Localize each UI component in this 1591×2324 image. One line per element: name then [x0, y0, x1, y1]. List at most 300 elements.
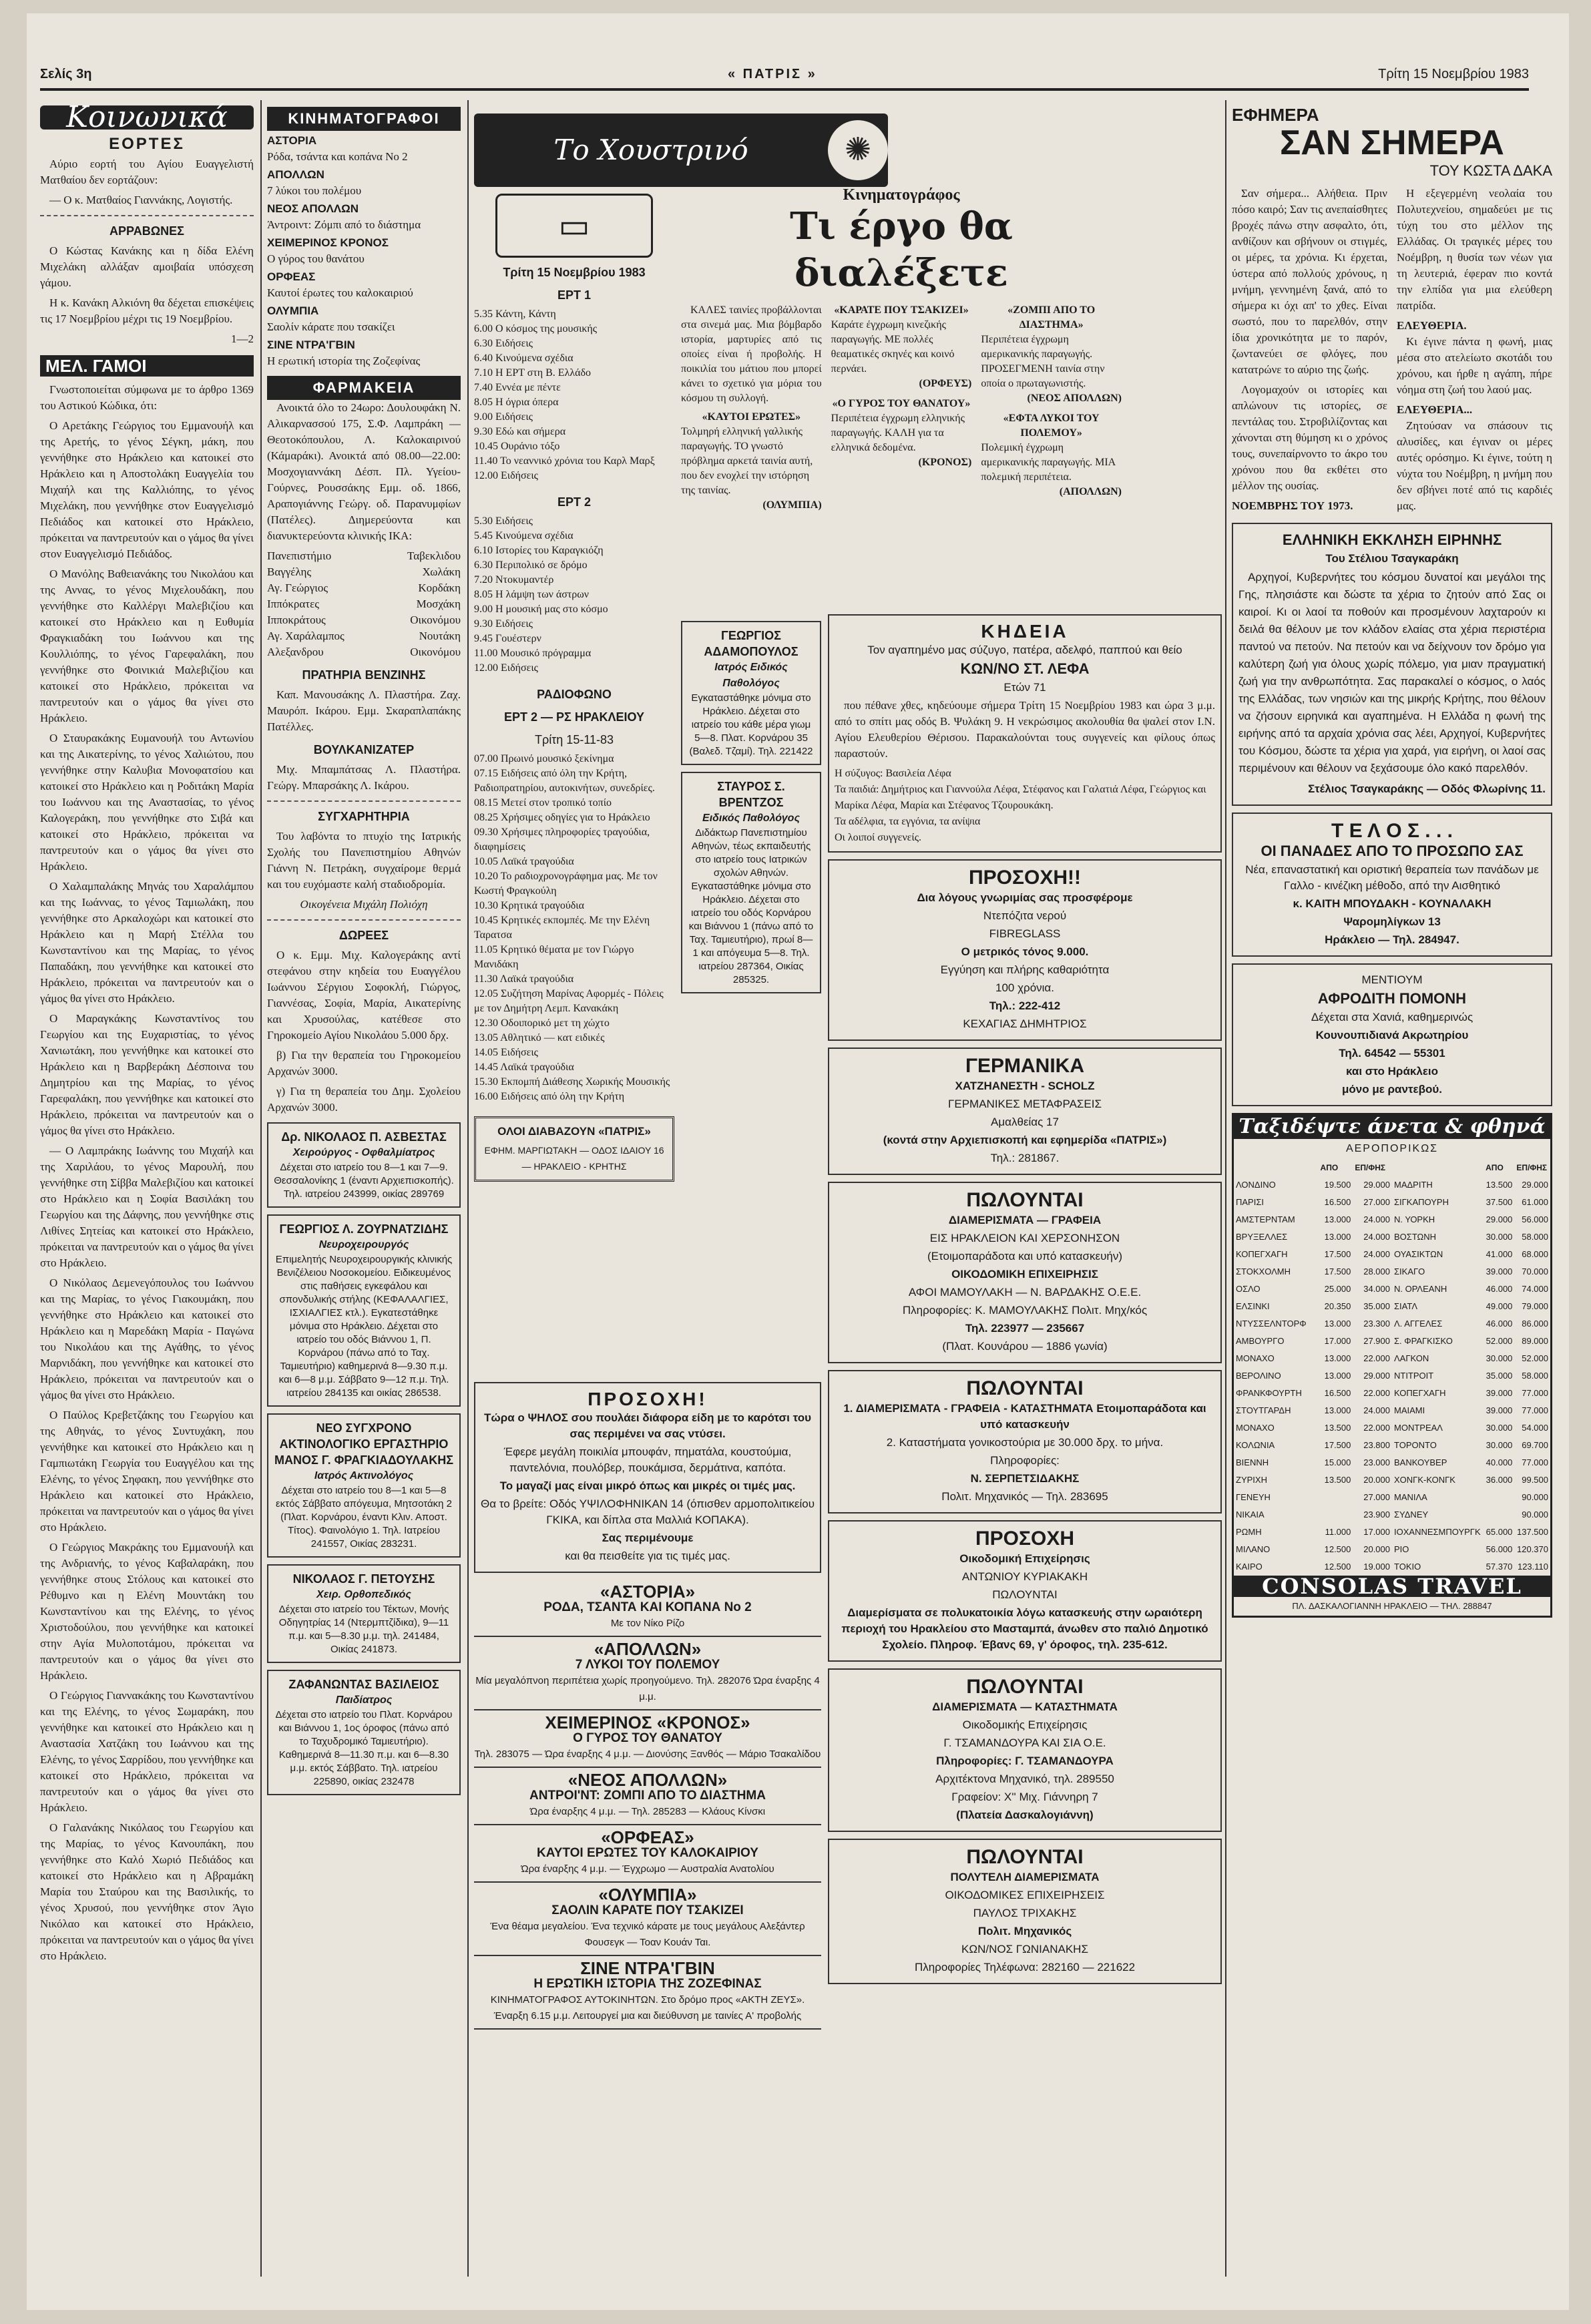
beauty-tel: Ηράκλειο — Τηλ. 284947.: [1325, 933, 1459, 946]
rate-destination: ΟΥΑΣΙΚΤΩΝ: [1394, 1249, 1443, 1259]
rate-row: [1392, 1489, 1550, 1506]
radio-program: 13.05 Αθλητικό — κατ ειδικές: [474, 1032, 605, 1043]
rate-destination: ΡΩΜΗ: [1236, 1527, 1262, 1537]
gifts-title: ΔΩΡΕΕΣ: [338, 929, 389, 942]
attention-and-cinemas: [474, 1375, 821, 2283]
gifts-text: Ο κ. Εμμ. Μιχ. Καλογεράκης αντί στεφάνου στην κηδεία του Ευαγγέλου Ιωάννου Σέργιου Σοφοκλή, Γιώργος, Γιαννέσας, Σοφία, Μαρία, Αικατερίνης και Χρυσούλας, κατέθεσε στο Γηροκομείο Αγίου Νικολάου 5.000 δρχ.: [267, 949, 461, 1041]
review-film-note: Περιπέτεια έγχρωμη ελληνικής παραγωγής. ΚΑΛΗ για τα ελληνικά δεδομένα.: [831, 413, 965, 453]
rate-price: 49.000: [1486, 1301, 1513, 1311]
cinema-ads: [474, 1580, 821, 2030]
rate-destination: ΣΙΓΚΑΠΟΥΡΗ: [1394, 1197, 1449, 1207]
rate-header: [1234, 1159, 1319, 1176]
doctor-specialty: Ιατρός Ειδικός Παθολόγος: [714, 662, 788, 689]
rate-row: [1392, 1524, 1550, 1541]
cinema-film: Σαολίν κάρατε που τσακίζει: [267, 320, 395, 333]
cinema-name: ΧΕΙΜΕΡΙΝΟΣ ΚΡΟΝΟΣ: [267, 236, 389, 249]
cinema-ad-title: «ΑΣΤΟΡΙΑ»: [600, 1582, 696, 1602]
rate-row: [1234, 1541, 1392, 1558]
rate-price: 77.000: [1522, 1457, 1548, 1467]
right-intro: Σαν σήμερα... Αλήθεια. Πριν πόσο καιρό; Σαν τις ανεπαίσθητες βροχές πάνω στην ασφαλτο, ότι, ανθίζουν και σβήνουν οι στιγμές, οι μέρες, τα χρόνια. Κι έρχεται, ύστερα από πολλούς χρόνους, η μνήμη, γεννημένη ξανά, από το σήμερα κι όχι απ' το χθες. Είναι σωστό, που το παρελθόν, στην ίδια χρονικότητα με το παρόν, ζωντανεύει σε φλόγες, που κατατρώνε το αύριο της ζωής.: [1232, 187, 1387, 376]
rate-price: 58.000: [1522, 1232, 1548, 1242]
classified-ad-line: Πολιτ. Μηχανικός: [977, 1925, 1072, 1937]
classified-ad-line: ΓΕΡΜΑΝΙΚΕΣ ΜΕΤΑΦΡΑΣΕΙΣ: [948, 1098, 1102, 1110]
rate-row: [1392, 1228, 1550, 1246]
doctor-specialty: Παιδίατρος: [335, 1694, 393, 1706]
divider: [267, 919, 461, 921]
travel-addr: ΠΛ. ΔΑΣΚΑΛΟΓΙΑΝΝΗ ΗΡΑΚΛΕΙΟ — ΤΗΛ. 288847: [1292, 1601, 1492, 1611]
rate-destination: ΒΟΣΤΩΝΗ: [1394, 1232, 1437, 1242]
review-film: [831, 303, 972, 391]
right-title: ΣΑΝ ΣΗΜΕΡΑ: [1280, 124, 1504, 162]
classified-ad-line: (Πλατ. Κουνάρου — 1886 γωνία): [942, 1340, 1108, 1353]
cinema-ad: [474, 1825, 821, 1883]
rate-price: 30.000: [1486, 1440, 1513, 1450]
feast-heading: ΕΟΡΤΕΣ: [109, 135, 185, 153]
rate-price: 90.000: [1522, 1509, 1548, 1520]
review-film: [981, 303, 1122, 406]
cinema-ad: [474, 1768, 821, 1825]
rate-row: [1392, 1298, 1550, 1315]
doctor-name: ΓΕΩΡΓΙΟΣ ΑΔΑΜΟΠΟΥΛΟΣ: [704, 629, 799, 658]
cinema-item: [267, 337, 461, 369]
rate-price: 17.500: [1324, 1266, 1351, 1276]
rate-price: 27.000: [1363, 1492, 1390, 1502]
rate-price: 24.000: [1363, 1249, 1390, 1259]
rate-price: [1319, 1489, 1353, 1506]
pharmacy-owner: Νουτάκη: [419, 630, 461, 642]
rate-price: 13.500: [1324, 1475, 1351, 1485]
travel-footer: CONSOLAS TRAVEL: [1234, 1576, 1550, 1597]
rate-row: [1234, 1281, 1392, 1298]
page-header: [40, 60, 1529, 87]
radio-program: 09.30 Χρήσιμες πληροφορίες τραγούδια, διαφημίσεις: [474, 827, 650, 853]
classified-ad-line: ΚΩΝ/ΝΟΣ ΓΩΝΙΑΝΑΚΗΣ: [961, 1943, 1088, 1955]
social-title: Κοινωνικά: [40, 105, 254, 130]
congrats-sign: Οικογένεια Μιχάλη Πολιόχη: [300, 898, 428, 911]
review-film-note: Καράτε έγχρωμη κινεζικής παραγωγής. ΜΕ πολλές θεαματικές σκηνές και κοινό περνάει.: [831, 319, 955, 375]
medium-tel: Τηλ. 64542 — 55301: [1339, 1047, 1445, 1060]
funeral-name: ΚΩΝ/ΝΟ ΣΤ. ΛΕΦΑ: [960, 660, 1090, 677]
radio-subtitle: ΕΡΤ 2 — ΡΣ ΗΡΑΚΛΕΙΟΥ: [503, 710, 644, 724]
doctors-list: [267, 1122, 461, 1795]
rate-row: [1234, 1315, 1392, 1333]
rate-price: 120.370: [1517, 1544, 1548, 1554]
right-section3-text: Ζητούσαν να σπάσουν τις αλυσίδες, και έγιναν οι μέρες αυτές ορόσημο. Κι έγινε, τούτη η νύχτα του Νοέμβρη, η μνήμη που δεν σβήνει ποτέ από τις καρδιές μας.: [1397, 419, 1552, 512]
pharmacy-area: Αγ. Χαράλαμπος: [267, 630, 345, 642]
rate-price: 13.000: [1324, 1353, 1351, 1363]
medium-ad: [1232, 963, 1552, 1106]
rate-row: [1392, 1419, 1550, 1437]
rate-price: 25.000: [1324, 1284, 1351, 1294]
promo-title: ΟΛΟΙ ΔΙΑΒΑΖΟΥΝ «ΠΑΤΡΙΣ»: [497, 1125, 651, 1138]
marriage-notice: Ο Χαλαμπαλάκης Μηνάς του Χαραλάμπου και της Ιωάννας, το γένος Ταμιωλάκη, που γεννήθηκε στο Αρκαλοχώρι και κατοικεί στο Ηράκλειο και η Μαρή Στέλλα του Κωνσταντίνου και της Μαρίας, το γένος Παπαδάκη, που γεννήθηκε και κατοικεί στο Ηράκλειο, πρόκειται να παντρευτούν και ο γάμος θα γίνει στο Ηράκλειο.: [40, 880, 254, 1005]
classified-ad-title: ΠΡΟΣΟΧΗ!!: [968, 867, 1081, 889]
rate-price: 24.000: [1363, 1232, 1390, 1242]
doctor-specialty: Χειρ. Ορθοπεδικός: [316, 1589, 411, 1600]
rate-price: 29.000: [1486, 1214, 1513, 1224]
funeral-mourner: Οι λοιποί συγγενείς.: [835, 832, 922, 843]
rate-price: 39.000: [1486, 1388, 1513, 1398]
classified-ad: [828, 1668, 1222, 1832]
classified-ad-line: ΟΙΚΟΔΟΜΙΚΕΣ ΕΠΙΧΕΙΡΗΣΕΙΣ: [945, 1889, 1105, 1901]
attention-line6: και θα πεισθείτε για τις τιμές μας.: [565, 1550, 730, 1562]
rate-destination: Λ. ΑΓΓΕΛΕΣ: [1394, 1319, 1443, 1329]
pharmacy-row: [267, 580, 461, 596]
doctor-name: ΝΙΚΟΛΑΟΣ Γ. ΠΕΤΟΥΣΗΣ: [292, 1572, 435, 1586]
rate-row: [1392, 1385, 1550, 1402]
rate-row: [1392, 1281, 1550, 1298]
marriages-title: ΜΕΛ. ΓΑΜΟΙ: [40, 355, 254, 377]
rate-destination: ΚΟΠΕΓΧΑΓΗ: [1394, 1388, 1446, 1398]
cinema-ad: [474, 1883, 821, 1956]
cinema-film: 7 λύκοι του πολέμου: [267, 184, 362, 197]
review-film-title: «ΖΟΜΠΙ ΑΠΟ ΤΟ ΔΙΑΣΤΗΜΑ»: [1007, 304, 1096, 330]
gifts-b: β) Για την θεραπεία του Γηροκομείου Αρχανών 3000.: [267, 1049, 461, 1078]
social-column: [40, 100, 254, 2277]
cinema-item: [267, 235, 461, 267]
doctor-specialty: Ιατρός Ακτινολόγος: [314, 1470, 414, 1481]
doctor-ad: [267, 1214, 461, 1407]
classified-ad-line: ΔΙΑΜΕΡΙΣΜΑΤΑ — ΚΑΤΑΣΤΗΜΑΤΑ: [932, 1700, 1118, 1713]
marriage-notice: Ο Μανόλης Βαθειανάκης του Νικολάου και της Αννας, το γένος Μιχελουδάκη, που γεννήθηκε στο Καλλέργι Μαλεβιζίου και κατοικεί στο Ηράκλειο και η Ευθυμία Φραγκιαδάκη του Ιωάννου και της Κουλλιόπης, το γένος Γαρεφαλάκη, που γεννήθηκε στο Φοινικιά Μαλεβιζίου και κατοικεί στο Ηράκλειο, πρόκειται να παντρευτούν και ο γάμος θα γίνει στο Ηράκλειο.: [40, 567, 254, 724]
cinema-item: [267, 167, 461, 199]
rate-price: 27.000: [1363, 1197, 1390, 1207]
classified-ad-line: Τηλ. 223977 — 235667: [965, 1322, 1085, 1335]
doctor-specialty: Ειδικός Παθολόγος: [702, 812, 800, 824]
rates-table-left: [1234, 1159, 1392, 1576]
rate-price: 17.500: [1324, 1440, 1351, 1450]
rate-row: [1392, 1367, 1550, 1385]
cinema-item: [267, 303, 461, 335]
marriage-notice: Ο Γεώργιος Μακράκης του Εμμανουήλ και της Ανδριανής, το γένος Καβαλαράκη, που γεννήθηκε στους Στόλους και κατοικεί στο Ρέθυμνο και η Ελένη Μουντάκη του Κωνσταντίνου και της Ελένης, το γένος Χριστοδούλου, που γεννήθηκε και κατοικεί στην Αγία Μυλοποτάμου, πρόκειται να παντρευτούν και ο γάμος θα γίνει στο Ηράκλειο.: [40, 1541, 254, 1682]
medium-addr: Κουνουπιδιανά Ακρωτηρίου: [1315, 1029, 1469, 1041]
review-film-cinema: (ΟΛΥΜΠΙΑ): [762, 499, 822, 511]
cinema-film: Η ερωτική ιστορία της Ζοζεφίνας: [267, 355, 421, 367]
classified-ad-line: Πολιτ. Μηχανικός — Τηλ. 283695: [941, 1490, 1108, 1503]
classified-ad: [828, 859, 1222, 1041]
rate-price: 22.000: [1363, 1423, 1390, 1433]
congrats-title: ΣΥΓΧΑΡΗΤΗΡΙΑ: [318, 810, 410, 823]
rate-destination: ΛΑΓΚΟΝ: [1394, 1353, 1429, 1363]
radio-list: [474, 752, 674, 1104]
rate-price: 74.000: [1522, 1284, 1548, 1294]
marriage-notice: Ο Νικόλαος Δεμενεγόπουλος του Ιωάννου και της Μαρίας, το γένος Γιακουμάκη, που γεννήθηκε στο Ηράκλειο και κατοικεί στο Ηράκλειο και η Μαρεδάκη Μαρία - Παγώνα του Νικολάου και της Αγάθης, το γένος Μαρνιδάκη, που γεννήθηκε και κατοικεί στο Ηράκλειο, πρόκειται να παντρευτούν και ο γάμος θα γίνει στο Ηράκλειο.: [40, 1276, 254, 1401]
rate-price: 13.000: [1324, 1319, 1351, 1329]
rate-price: [1319, 1506, 1353, 1524]
classified-ad-line: Δια λόγους γνωριμίας σας προσφέρομε: [917, 891, 1133, 904]
pharmacy-owner: Χωλάκη: [422, 565, 461, 578]
right-section2-text: Κι έγινε πάντα η φωνή, μιας μέσα στο ατελείωτο σκοτάδι του χρόνου, και ήρθε η αγάπη, πήρε νόημα στη ζωή του λαού μας.: [1397, 335, 1552, 396]
ert2-program: 12.00 Ειδήσεις: [474, 662, 538, 674]
classified-ad-line: ΠΟΛΥΤΕΛΗ ΔΙΑΜΕΡΙΣΜΑΤΑ: [950, 1871, 1100, 1883]
radio-program: 08.15 Μετεί στον τροπικό τοπίο: [474, 797, 612, 808]
radio-program: 10.30 Κρητικά τραγούδια: [474, 900, 584, 911]
cinema-film: Άντροιντ: Ζόμπι από το διάστημα: [267, 218, 421, 231]
ert2-program: 5.30 Ειδήσεις: [474, 515, 533, 527]
tv-masthead: [474, 113, 888, 187]
review-kicker: Κινηματογράφος: [843, 187, 960, 204]
right-section1-text: Η εξεγερμένη νεολαία του Πολυτεχνείου, σημαδεύει με τις τύχη του στο μέλλον της Ελλάδας. Οι τραγικές μέρες του Νοέμβρη, η θυσία των νέων για τη λευτεριά, έφεραν πιο κοντά την ελπίδα για μια ελεύθερη πατρίδα.: [1397, 187, 1552, 312]
rate-destination: Ν. ΟΡΛΕΑΝΗ: [1394, 1284, 1447, 1294]
funeral-title: ΚΗΔΕΙΑ: [981, 621, 1069, 642]
funeral-age: Ετών 71: [1003, 681, 1046, 694]
rate-price: 39.000: [1486, 1405, 1513, 1415]
rate-price: 52.000: [1522, 1353, 1548, 1363]
pharmacy-title: ΦΑΡΜΑΚΕΙΑ: [267, 376, 461, 400]
marriage-notice: — Ο Λαμπράκης Ιωάννης του Μιχαήλ και της Χαριλάου, το γένος Μαρουλή, που γεννήθηκε στη Σίββα Μαλεβιζίου και κατοικεί στο Ηράκλειο και η Σοφία Βασιλάκη του Γεωργίου και της Δάφνης, που γεννήθηκε στις Λιθίνες Σητείας και κατοικεί στο Ηράκλειο, πρόκειται να παντρευτούν και ο γάμος θα γίνει στο Ηράκλειο.: [40, 1144, 254, 1269]
ert1-program: 7.10 Η ΕΡΤ στη Β. Ελλάδο: [474, 367, 592, 379]
beauty-name: κ. ΚΑΙΤΗ ΜΠΟΥΔΑΚΗ - ΚΟΥΝΑΛΑΚΗ: [1293, 897, 1492, 910]
rate-row: [1234, 1471, 1392, 1489]
rates-table-right: [1392, 1159, 1550, 1576]
ert1-program: 6.30 Ειδήσεις: [474, 338, 533, 349]
engagement-1: Ο Κώστας Κανάκης και η δίδα Ελένη Μιχελάκη αλλάξαν αμοιβαία υπόσχεση γάμου.: [40, 244, 254, 289]
classified-ad: [828, 1048, 1222, 1175]
rate-price: 65.000: [1486, 1527, 1513, 1537]
travel-ad: [1232, 1113, 1552, 1618]
masthead-name: « ΠΑΤΡΙΣ »: [728, 67, 817, 81]
classified-ad-line: ΑΦΟΙ ΜΑΜΟΥΛΑΚΗ — Ν. ΒΑΡΔΑΚΗΣ Ο.Ε.Ε.: [908, 1286, 1142, 1299]
classified-ad-title: ΠΩΛΟΥΝΤΑΙ: [966, 1676, 1084, 1698]
doctor-text: Δέχεται στο ιατρείο του 8—1 και 7—9. Θεσσαλονίκης 1 (έναντι Αρχιεπισκοπής). Τηλ. ιατρείου 243999, οικίας 289769: [274, 1162, 454, 1200]
issue-date: Τρίτη 15 Νοεμβρίου 1983: [1378, 67, 1529, 81]
ert1-program: 7.40 Εννέα με πέντε: [474, 382, 561, 393]
rate-price: 56.000: [1486, 1544, 1513, 1554]
engagement-heading: ΑΡΡΑΒΩΝΕΣ: [109, 224, 184, 238]
fuel-title: ΠΡΑΤΗΡΙΑ ΒΕΝΖΙΝΗΣ: [302, 668, 426, 682]
medium-name: ΑΦΡΟΔΙΤΗ ΠΟΜΟΝΗ: [1317, 990, 1467, 1007]
review-film-note: Περιπέτεια έγχρωμη αμερικανικής παραγωγής. ΠΡΟΣΕΓΜΕΝΗ ταινία στην οποία ο πρωταγωνιστής.: [981, 334, 1105, 389]
rate-header: [1392, 1159, 1484, 1176]
ert1-title: ΕΡΤ 1: [557, 288, 592, 302]
classified-ad-line: ΕΙΣ ΗΡΑΚΛΕΙΟΝ ΚΑΙ ΧΕΡΣΟΝΗΣΟΝ: [929, 1232, 1120, 1244]
cinema-name: ΑΣΤΟΡΙΑ: [267, 134, 317, 147]
rate-price: 28.000: [1363, 1266, 1390, 1276]
attention-title: ΠΡΟΣΟΧΗ!: [588, 1389, 708, 1409]
cinema-list: [267, 133, 461, 369]
attention-line5: Σας περιμένουμε: [602, 1532, 694, 1544]
classified-ad-line: Ο μετρικός τόνος 9.000.: [961, 945, 1089, 958]
gifts-g: γ) Για τη θεραπεία του Δημ. Σχολείου Αρχανών 3000.: [267, 1085, 461, 1114]
rate-price: 39.000: [1486, 1266, 1513, 1276]
pharmacy-area: Βαγγέλης: [267, 565, 312, 578]
pharmacy-area: Πανεπιστήμιο: [267, 549, 332, 562]
pharmacy-row: [267, 644, 461, 660]
cinema-ad-film: ΑΝΤΡΟΙ'ΝΤ: ΖΟΜΠΙ ΑΠΟ ΤΟ ΔΙΑΣΤΗΜΑ: [529, 1789, 766, 1803]
classified-ad-line: ΔΙΑΜΕΡΙΣΜΑΤΑ — ΓΡΑΦΕΙΑ: [948, 1214, 1102, 1226]
rate-price: 16.500: [1324, 1197, 1351, 1207]
marriage-notice: Ο Παύλος Κρεβετζάκης του Γεωργίου και της Αθηνάς, το γένος Συντυχάκη, που γεννήθηκε και κατοικεί στο Ηράκλειο και η Γαμπιωτάκη Γεωργία του Ευαγγέλου και της Ελένης, το γένος Σηφακη, που γεννήθηκε στο Ηράκλειο και κατοικεί στο Ηράκλειο, πρόκειται να παντρευτούν και ο γάμος θα γίνει στο Ηράκλειο.: [40, 1409, 254, 1534]
ert2-program: 6.30 Περιπολικό σε δρόμο: [474, 559, 588, 571]
rate-destination: Σ. ΦΡΑΓΚΙΣΚΟ: [1394, 1336, 1453, 1346]
funeral-body: που πέθανε χθες, κηδεύουμε σήμερα Τρίτη 15 Νοεμβρίου 1983 και ώρα 3 μ.μ. από το σπίτι μας οδός Β. Ψυλάκη 9. Η νεκρώσιμος ακολουθία θα ψαλεί στον Ι.Ν. Αγίου Ελευθερίου Θέρισου. Παρακαλούνται τους συγγενείς και φίλους όπως παραστούν.: [835, 699, 1215, 760]
review-film-title: «ΚΑΡΑΤΕ ΠΟΥ ΤΣΑΚΙΖΕΙ»: [834, 304, 969, 316]
rate-price: [1484, 1506, 1514, 1524]
doctor-name: ΖΑΦΑΝΩΝΤΑΣ ΒΑΣΙΛΕΙΟΣ: [288, 1678, 439, 1691]
marriage-notice: Ο Γεώργιος Γιαννακάκης του Κωνσταντίνου και της Ελένης, το γένος Σωμαράκη, που γεννήθηκε και κατοικεί στο Ηράκλειο και η Αναστασία Χατζάκη του Ιωάννου και της Ελένης, το γένος Σαρρίδου, που γεννήθηκε και κατοικεί στο Ηράκλειο, πρόκειται να παντρευτούν και ο γάμος θα γίνει στο Ηράκλειο.: [40, 1689, 254, 1814]
rate-price: 137.500: [1517, 1527, 1548, 1537]
services-column: [267, 100, 461, 2277]
ert1-program: 9.30 Εδώ και σήμερα: [474, 426, 566, 437]
doctor-ad: [267, 1122, 461, 1208]
rate-price: 19.500: [1324, 1180, 1351, 1190]
rate-row: [1392, 1176, 1550, 1194]
rate-row: [1234, 1385, 1392, 1402]
rate-destination: Ν. ΥΟΡΚΗ: [1394, 1214, 1435, 1224]
rate-header: ΕΠ/ΦΗΣ: [1355, 1163, 1386, 1172]
marriage-notice: Ο Γαλανάκης Νικόλαος του Γεωργίου και της Μαρίας, το γένος Κανουπάκη, που γεννήθηκε στο Καλό Χωριό Πεδιάδος και κατοικεί στο Ηράκλειο και η Αβραμάκη Μαρία του Σταύρου και της Βασιλικής, το γένος Χρυσού, που γεννήθηκε στον Άγιο Νικόλαο και κατοικεί στο Ηράκλειο, πρόκειται να παντρευτούν και ο γάμος θα γίνει στο Ηράκλειο.: [40, 1821, 254, 1962]
rate-row: [1392, 1541, 1550, 1558]
doctor-ad: [681, 621, 821, 765]
rate-price: 13.000: [1324, 1214, 1351, 1224]
travel-rates: [1234, 1159, 1550, 1576]
pharmacy-row: [267, 596, 461, 612]
classified-ad: [828, 1839, 1222, 1984]
rate-row: [1234, 1298, 1392, 1315]
doctor-name: ΣΤΑΥΡΟΣ Σ. ΒΡΕΝΤΖΟΣ: [717, 780, 785, 809]
promo-sub: ΕΦΗΜ. ΜΑΡΓΙΩΤΑΚΗ — ΟΔΟΣ ΙΔΑΙΟΥ 16 — ΗΡΑΚΛΕΙΟ - ΚΡΗΤΗΣ: [484, 1145, 664, 1172]
rate-row: [1234, 1263, 1392, 1281]
church-text: Αρχηγοί, Κυβερνήτες του κόσμου δυνατοί και μεγάλοι της Γης, πλησιάστε και δώστε τα χέρια το ζητούν από Σας οι καιροί. Κι οι λαοί τα ποθούν και προσμένουν λαχταρούν κι δειλά θα θέλουν με τον κλάδον ελαίας στα χέρια περιστέρια παντού να πετούν. Να πετούν και να δείχνουν τον δρόμο για καλύτερη ζωή για όλους χωρίς πόλεμο, για μιαν πραγματική ζωή για την ανθρωπότητα. Σας παρακαλεί ο κόσμος, ο λαός της Ελλάδας, των νησιών και της μικρής Κρήτης, που θέλουν να ζήσουν ειρηνικά και αγαπημένα. Η Ελλάδα η φωνή της ειρήνης από τα αρχαία χρόνια σας λέει, Αρχηγοί, Κυβερνήτες του Κόσμου, δώστε τα χέρια για χαρά, για ειρήνη, οι λαοί σας περιμένουν και θέλουν να ξεχάσουμε όλο κακό παρελθόν.: [1238, 571, 1546, 774]
cinema-ad-note: Με τον Νίκο Ρίζο: [610, 1618, 685, 1629]
funeral-mourner: Τα παιδιά: Δημήτριος και Γιαννούλα Λέφα, Στέφανος και Γαλατιά Λέφα, Γεώργιος και Μαρίκα Λέφα, Μαρία και Στέφανος Τζουρουκάκη.: [835, 784, 1206, 811]
cinema-ad-note: Τηλ. 283075 — Ώρα έναρξης 4 μ.μ. — Διονύσης Ξανθός — Μάριο Τσακαλίδου: [474, 1749, 821, 1760]
radio-program: 10.45 Κρητικές εκπομπές. Με την Ελένη Ταρατσα: [474, 915, 650, 941]
rate-price: 36.000: [1486, 1475, 1513, 1485]
doctor-ad: [267, 1413, 461, 1558]
review-film-cinema: (ΑΠΟΛΛΩΝ): [1059, 486, 1122, 497]
ert1-program: 10.45 Ουράνιο τόξο: [474, 441, 560, 452]
rate-price: 13.000: [1324, 1405, 1351, 1415]
radio-program: 16.00 Ειδήσεις από όλη την Κρήτη: [474, 1091, 625, 1102]
review-film: [981, 411, 1122, 499]
review-film-cinema: (ΝΕΟΣ ΑΠΟΛΛΩΝ): [1027, 393, 1122, 404]
classified-ad-line: 1. ΔΙΑΜΕΡΙΣΜΑΤΑ - ΓΡΑΦΕΙΑ - ΚΑΤΑΣΤΗΜΑΤΑ Ετοιμοπαράδοτα και υπό κατασκευήν: [843, 1402, 1206, 1431]
classified-ad-line: Ν. ΣΕΡΠΕΤΣΙΔΑΚΗΣ: [970, 1472, 1080, 1485]
rate-row: [1234, 1246, 1392, 1263]
classified-ad: [828, 1370, 1222, 1514]
cinema-ad-title: «ΟΡΦΕΑΣ»: [601, 1827, 694, 1847]
cinema-ad-film: Η ΕΡΩΤΙΚΗ ΙΣΤΟΡΙΑ ΤΗΣ ΖΟΖΕΦΙΝΑΣ: [533, 1977, 762, 1991]
tv-masthead-a: Το Χουστρινό: [553, 134, 748, 166]
page-number: Σελίς 3η: [40, 67, 92, 81]
engagement-2: Η κ. Κανάκη Αλκιόνη θα δέχεται επισκέψεις τις 17 Νοεμβρίου μέχρι τις 19 Νοεμβρίου.: [40, 296, 254, 325]
rate-row: [1234, 1489, 1392, 1506]
funeral-text: Τον αγαπημένο μας σύζυγο, πατέρα, αδελφό, παππού και θείο: [867, 644, 1182, 656]
rate-price: 54.000: [1522, 1423, 1548, 1433]
church-appeal: [1232, 523, 1552, 806]
cinema-ad-film: ΚΑΥΤΟΙ ΕΡΩΤΕΣ ΤΟΥ ΚΑΛΟΚΑΙΡΙΟΥ: [537, 1846, 758, 1860]
cinema-ad-film: ΣΑΟΛΙΝ ΚΑΡΑΤΕ ΠΟΥ ΤΣΑΚΙΖΕΙ: [551, 1903, 744, 1917]
rate-price: 40.000: [1486, 1457, 1513, 1467]
column-rule: [260, 100, 262, 2277]
vulcan-title: ΒΟΥΛΚΑΝΙΖΑΤΕΡ: [313, 743, 415, 756]
cinema-ad-film: Ο ΓΥΡΟΣ ΤΟΥ ΘΑΝΑΤΟΥ: [573, 1731, 722, 1745]
pharmacy-owner: Κορδάκη: [418, 582, 461, 594]
rate-price: 23.000: [1363, 1457, 1390, 1467]
rate-price: 90.000: [1522, 1492, 1548, 1502]
rate-destination: ΒΡΥΞΕΛΛΕΣ: [1236, 1232, 1288, 1242]
rate-row: [1234, 1454, 1392, 1471]
rate-row: [1392, 1350, 1550, 1367]
rate-destination: ΝΙΚΑΙΑ: [1236, 1509, 1265, 1520]
rate-price: 23.800: [1363, 1440, 1390, 1450]
promo-box: [474, 1116, 674, 1182]
pharmacy-row: [267, 548, 461, 564]
church-byline: Του Στέλιου Τσαγκαράκη: [1325, 552, 1459, 565]
rate-row: [1392, 1315, 1550, 1333]
engagement-note: 1—2: [231, 332, 254, 345]
cinema-review: [681, 187, 1122, 614]
rate-destination: ΒΑΝΚΟΥΒΕΡ: [1394, 1457, 1447, 1467]
right-section1: ΝΟΕΜΒΡΗΣ ΤΟΥ 1973.: [1232, 499, 1353, 512]
classified-ad-title: ΠΩΛΟΥΝΤΑΙ: [966, 1846, 1084, 1868]
beauty-addr: Ψαρομηλίγκων 13: [1343, 915, 1441, 928]
rate-destination: ΜΙΛΑΝΟ: [1236, 1544, 1271, 1554]
center-ads: [828, 614, 1222, 2277]
rate-destination: ΣΤΟΚΧΟΛΜΗ: [1236, 1266, 1291, 1276]
divider: [40, 215, 254, 216]
beauty-title: Τ Ε Λ Ο Σ . . .: [1331, 820, 1453, 842]
doctor-ad: [681, 772, 821, 993]
medium-her: και στο Ηράκλειο: [1345, 1065, 1439, 1078]
cinema-film: Καυτοί έρωτες του καλοκαιριού: [267, 286, 413, 299]
rate-price: 56.000: [1522, 1214, 1548, 1224]
rate-price: 29.000: [1363, 1371, 1390, 1381]
doctor-text: Δέχεται στο ιατρείο του 8—1 και 5—8 εκτός Σάββατο απόγευμα, Μητσοτάκη 2 (Πλατ. Κορνάρου, έναντι Κλιν. Αποστ. Τίτος). Φαινολόγιο 1. Τηλ. Ιατρείου 241557, Οικίας 283231.: [275, 1485, 453, 1550]
ert1-program: 11.40 Το νεαννικό χρόνια του Καρλ Μαρξ: [474, 455, 655, 467]
rate-price: 12.500: [1324, 1544, 1351, 1554]
classified-ad-line: Πληροφορίες: Γ. ΤΣΑΜΑΝΔΟΥΡΑ: [936, 1755, 1114, 1767]
radio-program: 12.30 Οδοιπορικό μετ τη χώχτο: [474, 1017, 610, 1029]
classified-ad: [828, 1520, 1222, 1662]
funeral-mourners: [835, 766, 1215, 846]
rate-row: [1234, 1333, 1392, 1350]
rate-price: 20.000: [1363, 1544, 1390, 1554]
rate-row: [1392, 1333, 1550, 1350]
rate-destination: ΑΜΣΤΕΡΝΤΑΜ: [1236, 1214, 1295, 1224]
rate-price: 19.000: [1363, 1562, 1390, 1572]
center-ads-list: [828, 859, 1222, 1984]
radio-program: 10.05 Λαϊκά τραγούδια: [474, 856, 574, 867]
rate-destination: ΜΟΝΑΧΟ: [1236, 1353, 1275, 1363]
ert1-program: 6.00 Ο κόσμος της μουσικής: [474, 323, 598, 334]
doctor-name: ΓΕΩΡΓΙΟΣ Λ. ΖΟΥΡΝΑΤΖΙΔΗΣ: [279, 1222, 449, 1236]
pharmacy-list: [267, 548, 461, 660]
rate-price: 37.500: [1486, 1197, 1513, 1207]
classified-ad-line: Τηλ.: 281867.: [990, 1152, 1060, 1164]
classified-ad-line: (κοντά στην Αρχιεπισκοπή και εφημερίδα «ΠΑΤΡΙΣ»): [883, 1134, 1167, 1146]
column-rule: [467, 100, 469, 2277]
doctor-text: Δέχεται στο ιατρείο του Πλατ. Κορνάρου και Βιάννου 1, 1ος όροφος (πάνω από το Ταχυδρομικό Ταμιευτήριο). Καθημερινά 8—11.30 π.μ. και 6—8.30 μ.μ. εκτός Σάββατο. Τηλ. ιατρείου 225890, οικίας 232478: [275, 1709, 453, 1787]
classified-ad-line: Εγγύηση και πλήρης καθαριότητα: [940, 963, 1110, 976]
ert2-title: ΕΡΤ 2: [557, 495, 592, 509]
rate-price: 52.000: [1486, 1336, 1513, 1346]
ert2-program: 9.30 Ειδήσεις: [474, 618, 533, 630]
rate-price: 68.000: [1522, 1249, 1548, 1259]
rate-price: 70.000: [1522, 1266, 1548, 1276]
rate-destination: ΒΙΕΝΝΗ: [1236, 1457, 1269, 1467]
cinema-ad-film: ΡΟΔΑ, ΤΣΑΝΤΑ ΚΑΙ ΚΟΠΑΝΑ No 2: [543, 1600, 752, 1614]
medium-app: μόνο με ραντεβού.: [1342, 1083, 1442, 1096]
doctor-text: Δέχεται στο ιατρείο του Τέκτων, Μονής Οδηγητρίας 14 (Ντερμπτζίδικα), 9—11 π.μ. και 5—8.30 μ.μ. τηλ. 241484, Οικίας 241873.: [278, 1604, 449, 1655]
cinema-ad: [474, 1710, 821, 1768]
rate-row: [1234, 1211, 1392, 1228]
pharmacy-text: Ανοικτά όλο το 24ωρο: Δουλουφάκη Ν. Αλικαρνασσού 175, Σ.Φ. Λαμπράκη — Θεοτοκόπουλου, Λ. Καλοκαιρινού (Κάμαράκι). Ανοικτά από 08.00—22.00: Μοσχογιαννάκη Δέσπ. Πλ. Υγείου-Γούρνες, Ρουσσάκης Εμμ. οδ. 1866, Αραπογιάννης Γεώργ. οδ. Παρανυμφίων (Πατέλες). Διημερεύοντα και διανυκτερεύοντα κλινικής ΙΚΑ:: [267, 401, 461, 542]
rate-destination: ΠΑΡΙΣΙ: [1236, 1197, 1264, 1207]
rate-destination: ΤΟΡΟΝΤΟ: [1394, 1440, 1437, 1450]
pharmacy-owner: Μοσχάκη: [416, 598, 461, 610]
